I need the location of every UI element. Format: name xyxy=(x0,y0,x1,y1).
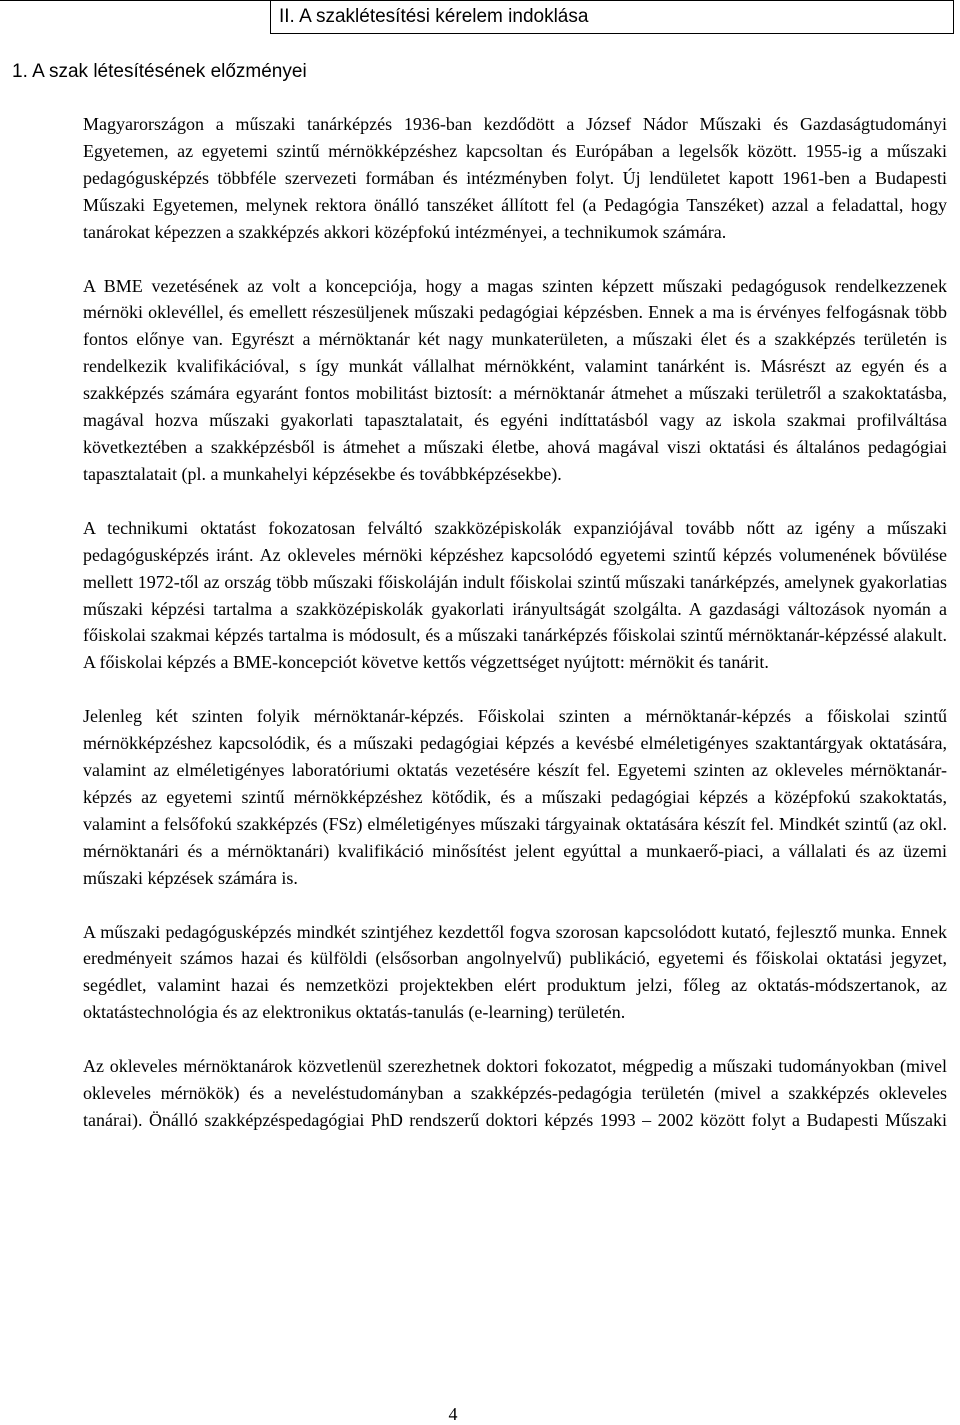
paragraph-current-levels: Jelenleg két szinten folyik mérnöktanár-képzés. Főiskolai szinten a mérnöktanár-képzés a főiskolai szintű mérnökképzéshez kapcsolódik, és a műszaki pedagógiai képzés a kevésbé elméletigényes szaktantárgyak oktatására, valamint az elméletigényes laboratóriumi oktatás vezetésére készít fel. Egyetemi szinten az okleveles mérnöktanár-képzés az egyetemi szintű mérnökképzéshez kötődik, és a műszaki pedagógiai képzés a középfokú szakoktatás, valamint a felsőfokú szakképzés (FSz) elméletigényes műszaki tárgyainak oktatására készít fel. Mindkét szintű (az okl. mérnöktanári és a mérnöktanári) kvalifikáció minősítést jelent egyúttal a munkaerő-piaci, a vállalati és az üzemi műszaki képzések számára is. xyxy=(83,706,947,888)
paragraph-doctoral: Az okleveles mérnöktanárok közvetlenül szerezhetnek doktori fokozatot, mégpedig a műszaki tudományokban (mivel okleveles mérnökök) és a neveléstudományban a szakképzés-pedagógia területén (mivel a szakképzés okleveles tanárai). Önálló szakképzéspedagógiai PhD rendszerű doktori képzés 1993 – 2002 között folyt a Budapesti Műszaki xyxy=(83,1056,947,1130)
chapter-title: II. A szaklétesítési kérelem indoklása xyxy=(279,6,589,27)
paragraph-research: A műszaki pedagógusképzés mindkét szintjéhez kezdettől fogva szorosan kapcsolódott kutató, fejlesztő munka. Ennek eredményeit számos hazai és külföldi (elsősorban angolnyelvű) publikáció, egyetemi és főiskolai oktatási jegyzet, segédlet, valamint hazai és nemzetközi projektekben elért produktum jelzi, főleg az oktatás-módszertanok, az oktatástechnológia és az elektronikus oktatás-tanulás (e-learning) területén. xyxy=(83,921,947,1023)
page-number: 4 xyxy=(448,1404,458,1424)
paragraph-bme-concept: A BME vezetésének az volt a koncepciója, hogy a magas szinten képzett műszaki pedagógusok rendelkezzenek mérnöki oklevéllel, és emellett részesüljenek műszaki pedagógiai képzésben. Ennek a ma is érvényes felfogásnak több fontos előnye van. Egyrészt a mérnöktanár két nagy munkaterületen, a műszaki élet és a szakképzés területén is rendelkezik kvalifikációval, s így munkát vállalhat mérnökként, valamint tanárként is. Másrészt az egyén és a szakképzés számára egyaránt fontos mobilitást biztosít: a mérnöktanár átmehet a műszaki területről a szakoktatásba, magával hozva műszaki gyakorlati tapasztalatait, és egyéni indíttatásból vagy az iskola szakmai profilváltása következtében a szakképzésből is átmehet a műszaki életbe, ahová magával viszi oktatási és általános pedagógiai tapasztalatait (pl. a munkahelyi képzésekbe és továbbképzésekbe). xyxy=(83,275,947,484)
body-text xyxy=(83,111,947,1134)
section-heading: 1. A szak létesítésének előzményei xyxy=(12,61,307,82)
paragraph-college-training: A technikumi oktatást fokozatosan felváltó szakközépiskolák expanziójával tovább nőtt az igény a műszaki pedagógusképzés iránt. Az okleveles mérnöki képzéshez kapcsolódó egyetemi szintű képzés volumenének bővülése mellett 1972-től az ország több műszaki főiskoláján indult főiskolai szintű műszaki tanárképzés, amelynek gyakorlatias műszaki képzési tartalma a szakközépiskolák gyakorlati irányultságát szolgálta. A gazdasági változások nyomán a főiskolai szakmai képzés tartalma is módosult, és a műszaki tanárképzés főiskolai szintű mérnöktanár-képzéssé alakult. A főiskolai képzés a BME-koncepciót követve kettős végzettséget nyújtott: mérnökit és tanárit. xyxy=(83,517,947,673)
chapter-header-box xyxy=(270,1,954,34)
paragraph-history: Magyarországon a műszaki tanárképzés 1936-ban kezdődött a József Nádor Műszaki és Gazdaságtudományi Egyetemen, az egyetemi szintű mérnökképzéshez kapcsoltan és Európában a legelsők között. 1955-ig a műszaki pedagógusképzés többféle szervezeti formában és intézményben folyt. Új lendületet kapott 1961-ben a Budapesti Műszaki Egyetemen, melynek rektora önálló tanszéket állított fel (a Pedagógia Tanszéket) azzal a feladattal, hogy tanárokat képezzen a szakképzés akkori középfokú intézményei, a technikumok számára. xyxy=(83,114,947,242)
